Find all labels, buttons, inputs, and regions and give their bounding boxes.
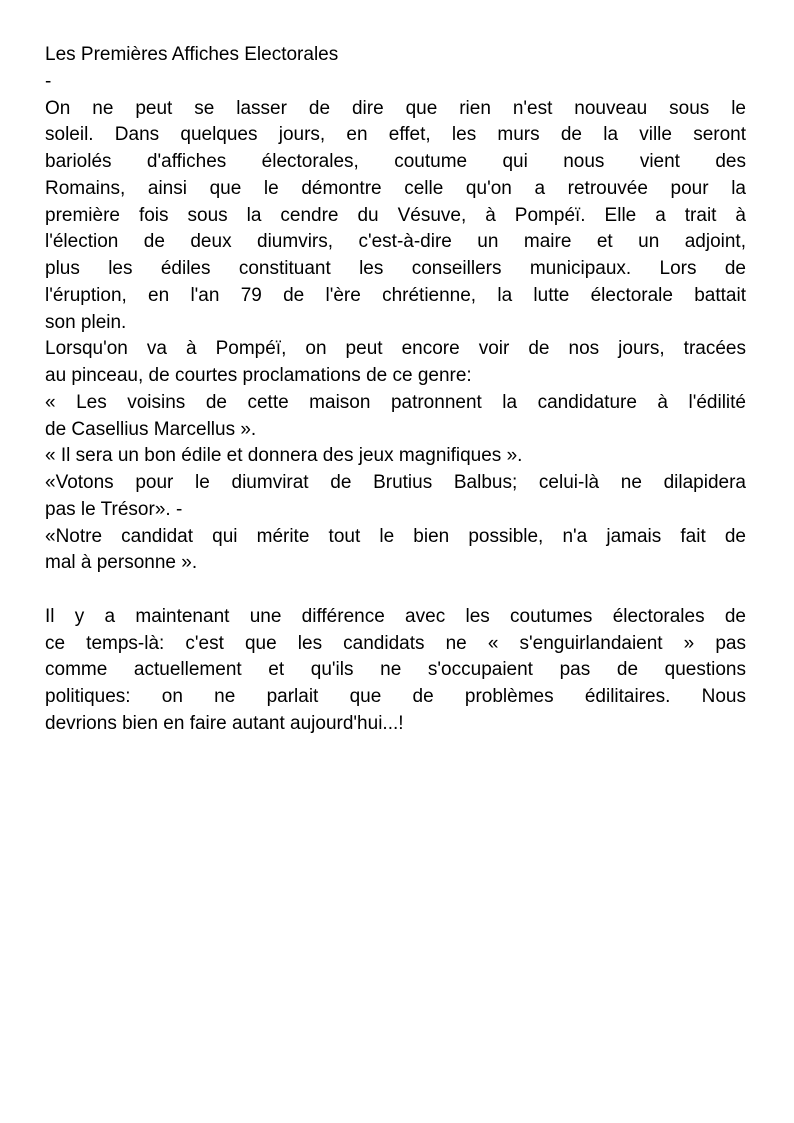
text-line: soleil. Dans quelques jours, en effet, les murs de la ville seront bbox=[45, 124, 746, 146]
paragraph-body bbox=[45, 96, 746, 337]
text-line: première fois sous la cendre du Vésuve, à Pompéï. Elle a trait à bbox=[45, 204, 746, 226]
text-line: « Il sera un bon édile et donnera des jeux magnifiques ». bbox=[45, 445, 523, 467]
text-line: « Les voisins de cette maison patronnent la candidature à l'édilité bbox=[45, 391, 746, 413]
text-line: comme actuellement et qu'ils ne s'occupaient pas de questions bbox=[45, 659, 746, 681]
document-body bbox=[45, 42, 746, 738]
paragraph-separator bbox=[45, 69, 746, 96]
text-line: Lorsqu'on va à Pompéï, on peut encore voir de nos jours, tracées bbox=[45, 338, 746, 360]
paragraph-quote bbox=[45, 443, 746, 470]
text-line: «Notre candidat qui mérite tout le bien possible, n'a jamais fait de bbox=[45, 525, 746, 547]
paragraph-title bbox=[45, 42, 746, 69]
text-line: Il y a maintenant une différence avec les coutumes électorales de bbox=[45, 605, 746, 627]
paragraph-quote bbox=[45, 524, 746, 578]
text-line: «Votons pour le diumvirat de Brutius Balbus; celui-là ne dilapidera bbox=[45, 472, 746, 493]
paragraph-quote bbox=[45, 390, 746, 444]
text-line: mal à personne ». bbox=[45, 552, 198, 574]
text-line: ce temps-là: c'est que les candidats ne « s'enguirlandaient » pas bbox=[45, 632, 746, 654]
text-line: politiques: on ne parlait que de problèmes édilitaires. Nous bbox=[45, 686, 746, 707]
text-line: devrions bien en faire autant aujourd'hui...! bbox=[45, 712, 404, 734]
paragraph-blank bbox=[45, 577, 746, 604]
paragraph-body bbox=[45, 336, 746, 390]
text-line: bariolés d'affiches électorales, coutume qui nous vient des bbox=[45, 151, 746, 172]
text-line: On ne peut se lasser de dire que rien n'est nouveau sous le bbox=[45, 97, 746, 119]
text-line: - bbox=[45, 70, 52, 92]
text-line: de Casellius Marcellus ». bbox=[45, 418, 257, 440]
text-line: Romains, ainsi que le démontre celle qu'on a retrouvée pour la bbox=[45, 177, 746, 199]
paragraph-body bbox=[45, 604, 746, 738]
paragraph-quote bbox=[45, 470, 746, 524]
text-line: pas le Trésor». - bbox=[45, 498, 183, 520]
text-line: au pinceau, de courtes proclamations de ce genre: bbox=[45, 365, 472, 386]
text-line: l'éruption, en l'an 79 de l'ère chrétienne, la lutte électorale battait bbox=[45, 284, 746, 306]
text-line bbox=[45, 577, 746, 604]
text-line: plus les édiles constituant les conseillers municipaux. Lors de bbox=[45, 258, 746, 279]
text-line: son plein. bbox=[45, 311, 127, 333]
document-title: Les Premières Affiches Electorales bbox=[45, 44, 339, 65]
text-line: l'élection de deux diumvirs, c'est-à-dire un maire et un adjoint, bbox=[45, 231, 746, 253]
